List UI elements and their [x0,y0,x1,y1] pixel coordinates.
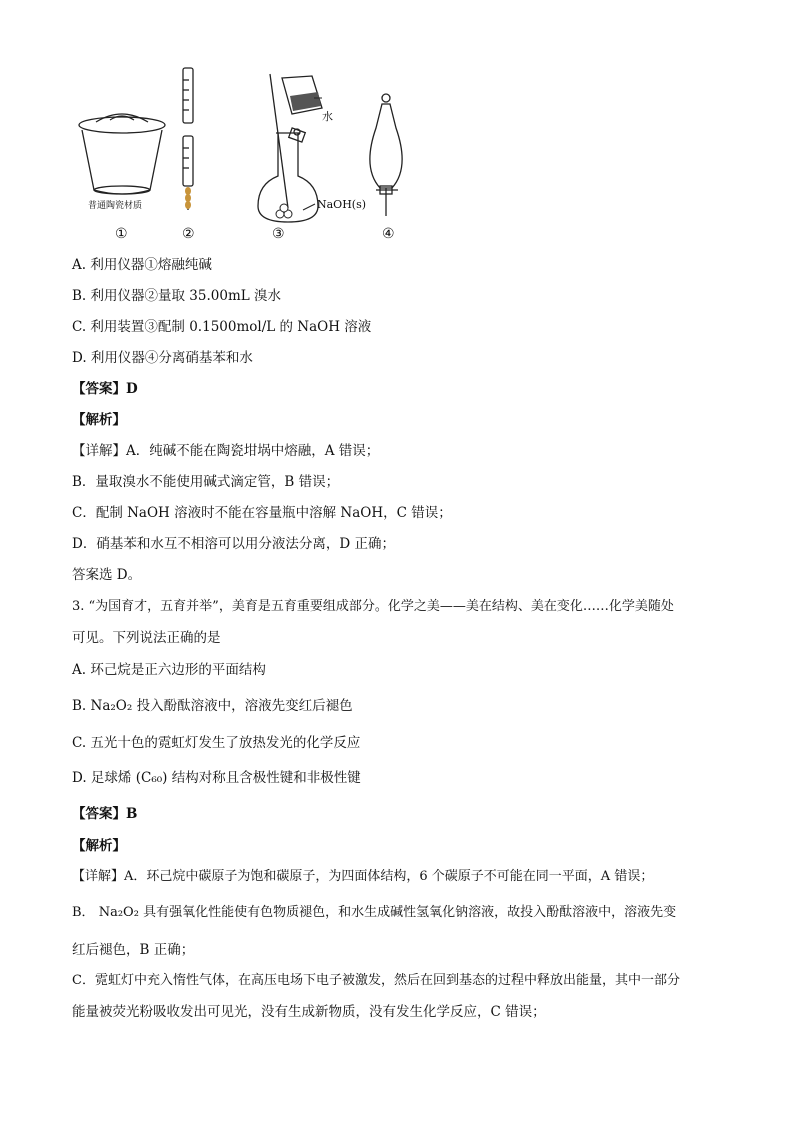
q3-stem-line2: 可见。下列说法正确的是 [72,630,221,646]
figure-label-2: ② [182,226,195,242]
q3-option-b-prefix: B. [72,698,91,714]
burette-liquid [185,187,191,209]
q2-detail-d: D．硝基苯和水互不相溶可以用分液法分离，D 正确； [72,536,395,552]
crucible-caption: 普通陶瓷材质 [88,201,143,211]
q3-option-d-suffix: 结构对称且含极性键和非极性键 [171,770,361,786]
q3-option-b [72,696,353,716]
q2-conclusion: 答案选 D。 [72,567,142,583]
q3-detail-b-prefix: B． [72,905,95,920]
q3-answer: 【答案】B [72,806,138,822]
q2-option-b: B. 利用仪器②量取 35.00mL 溴水 [72,288,281,304]
q2-analysis-heading: 【解析】 [72,412,126,428]
q3-analysis-heading: 【解析】 [72,838,126,854]
q2-option-c: C. 利用装置③配制 0.1500mol/L 的 NaOH 溶液 [72,319,372,335]
q3-option-b-formula: Na₂O₂ [90,698,133,714]
q3-option-d [72,768,361,788]
figure-label-1: ① [115,226,128,242]
q3-option-c: C. 五光十色的霓虹灯发生了放热发光的化学反应 [72,735,361,751]
figure-label-3: ③ [272,226,285,242]
naoh-pellets [276,204,292,218]
q3-option-d-prefix: D. 足球烯 [72,770,132,786]
q2-detail-b: B．量取溴水不能使用碱式滴定管，B 错误； [72,474,340,490]
q3-option-b-suffix: 投入酚酞溶液中，溶液先变红后褪色 [136,698,353,714]
q3-detail-c-line2: 能量被荧光粉吸收发出可见光，没有生成新物质，没有发生化学反应，C 错误； [72,1004,546,1020]
q3-detail-a: 【详解】A．环己烷中碳原子为饱和碳原子，为四面体结构，6 个碳原子不可能在同一平面，A 错误； [72,869,654,884]
q3-detail-b-formula: Na₂O₂ [98,905,139,920]
q2-option-a: A. 利用仪器①熔融纯碱 [72,257,212,273]
q3-option-d-formula: (C₆₀) [135,770,168,786]
q3-option-a: A. 环己烷是正六边形的平面结构 [72,662,266,678]
water-label: 水 [322,110,333,123]
q2-answer: 【答案】D [72,381,138,397]
q3-stem-line1: 3. “为国育才，五育并举”，美育是五育重要组成部分。化学之美——美在结构、美在变化……化学美随处 [72,599,674,614]
q3-detail-c-line1: C．霓虹灯中充入惰性气体，在高压电场下电子被激发，然后在回到基态的过程中释放出能量，其中一部分 [72,973,680,988]
q3-detail-b-line2: 红后褪色，B 正确； [72,942,195,958]
beaker-water [290,92,321,111]
q3-detail-b-suffix: 具有强氧化性能使有色物质褪色，和水生成碱性氢氧化钠溶液，故投入酚酞溶液中，溶液先变 [143,905,677,920]
apparatus-drawing [60,58,420,248]
crucible-drawing [79,114,165,194]
separatory-funnel-drawing [370,94,402,216]
q2-detail-a: 【详解】A．纯碱不能在陶瓷坩埚中熔融，A 错误； [72,443,380,459]
q2-option-d: D. 利用仪器④分离硝基苯和水 [72,350,253,366]
figure-label-4: ④ [382,226,395,242]
apparatus-figure [60,58,420,248]
q3-detail-b [72,903,676,923]
naoh-label: NaOH(s) [317,198,367,211]
q2-detail-c: C．配制 NaOH 溶液时不能在容量瓶中溶解 NaOH，C 错误； [72,505,452,521]
